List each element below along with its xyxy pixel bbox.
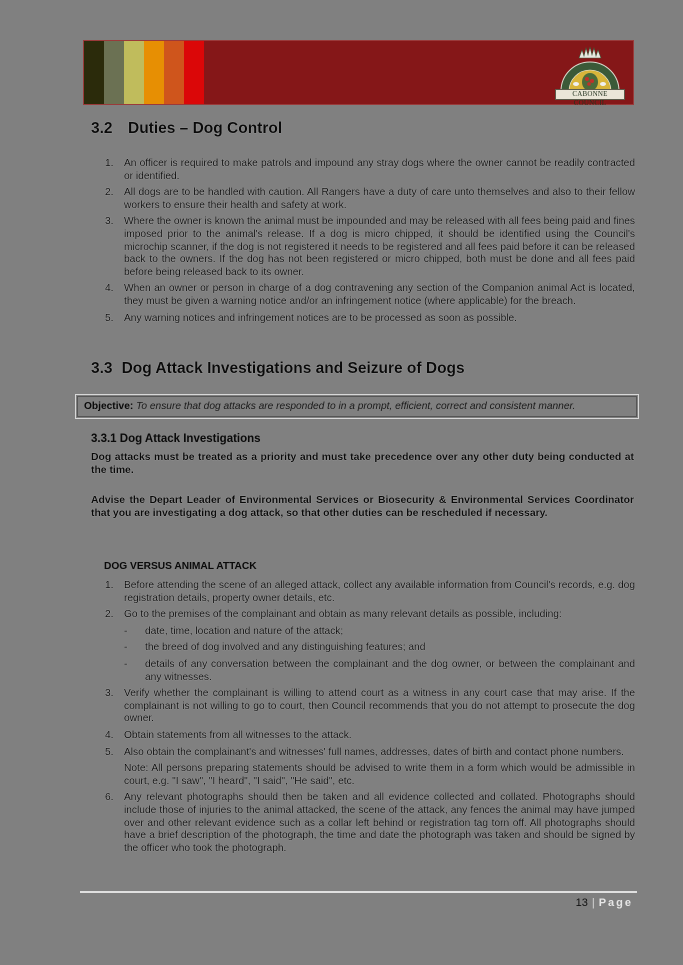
section-title: Dog Attack Investigations and Seizure of Dogs bbox=[121, 360, 465, 377]
list-item bbox=[105, 312, 635, 326]
item-number: 1. bbox=[105, 158, 114, 169]
item-number: 2. bbox=[105, 187, 114, 199]
color-stripe-1 bbox=[84, 41, 104, 104]
item-text: Before attending the scene of an alleged attack, collect any available information from Council's records, e.g. dog registration details, property owner details, etc. bbox=[124, 580, 635, 604]
color-stripe-4 bbox=[144, 41, 164, 104]
attack-steps-list bbox=[105, 580, 635, 859]
item-text: An officer is required to make patrols and impound any stray dogs where the owner cannot be readily contracted or identified. bbox=[124, 158, 635, 182]
section-heading-3-2 bbox=[91, 120, 282, 138]
list-item bbox=[105, 283, 635, 308]
item-text: Obtain statements from all witnesses to the attack. bbox=[124, 729, 352, 741]
paragraph-priority: Dog attacks must be treated as a priority and must take precedence over any other duty being conducted at the time. bbox=[91, 452, 634, 476]
header-banner bbox=[83, 40, 634, 105]
section-number: 3.3 bbox=[91, 360, 113, 377]
item-number: 1. bbox=[105, 580, 114, 591]
subsection-heading-3-3-1: 3.3.1 Dog Attack Investigations bbox=[91, 433, 261, 445]
cabonne-council-logo bbox=[553, 44, 627, 107]
heading-dog-versus-animal-attack: DOG VERSUS ANIMAL ATTACK bbox=[104, 561, 257, 572]
list-item bbox=[105, 792, 635, 855]
list-item bbox=[105, 609, 635, 684]
item-text: Where the owner is known the animal must be impounded and may be released with all fees being paid and fines imposed prior to the animal's release. If a dog is micro chipped, it should be identified using the Council's microchip scanner, if the dog is not registered it needs to be registered and all fees paid before it can be released back to the owners. If the dog has not been registered or micro chipped, both must be done and all fees paid before being released back to its owner. bbox=[124, 216, 635, 278]
page-number: 13 bbox=[575, 897, 588, 909]
item-number: 3. bbox=[105, 688, 114, 700]
footer-separator: | bbox=[591, 897, 595, 909]
page-footer bbox=[576, 897, 633, 909]
sub-item bbox=[124, 626, 635, 639]
logo-text: CABONNE COUNCIL bbox=[555, 89, 625, 100]
item-text: Also obtain the complainant's and witnesses' full names, addresses, dates of birth and contact phone numbers. bbox=[124, 746, 624, 758]
item-number: 4. bbox=[105, 283, 114, 295]
footer-divider bbox=[80, 891, 637, 893]
sub-item bbox=[124, 659, 635, 684]
list-item bbox=[105, 688, 635, 726]
sub-item-text: date, time, location and nature of the attack; bbox=[145, 625, 344, 637]
list-item bbox=[105, 580, 635, 605]
list-item bbox=[105, 187, 635, 212]
color-stripe-6 bbox=[184, 41, 204, 104]
sub-item-text: details of any conversation between the complainant and the dog owner, or between the complainant and any witnesses. bbox=[145, 658, 635, 683]
item-text: Any relevant photographs should then be taken and all evidence collected and collated. Photographs should include those of injuries to the animal attacked, the scene of the attack, any fences the animal may have jumped over and other relevant evidence such as a collar left behind or registration tag torn off. All photographs should have a brief description of the photograph, the time and date the photograph was taken and should be signed by the officer who took the photograph. bbox=[124, 792, 635, 854]
note-text: Note: All persons preparing statements should be advised to write them in a form which would be admissible in court, e.g. "I saw", "I heard", "I said", "He said", etc. bbox=[124, 763, 635, 787]
color-stripe-2 bbox=[104, 41, 124, 104]
sub-item-text: the breed of dog involved and any distinguishing features; and bbox=[145, 642, 426, 654]
section-number: 3.2 bbox=[91, 120, 113, 137]
item-text: When an owner or person in charge of a dog contravening any section of the Companion animal Act is located, they must be given a warning notice and/or an infringement notice (where applicable) for the breach. bbox=[124, 283, 635, 307]
objective-label: Objective: bbox=[84, 401, 134, 412]
color-stripe-3 bbox=[124, 41, 144, 104]
item-text: Any warning notices and infringement notices are to be processed as soon as possible. bbox=[124, 312, 518, 324]
section-heading-3-3 bbox=[91, 360, 465, 378]
item-text: Verify whether the complainant is willing to attend court as a witness in any court case that may arise. If the complainant is not willing to go to court, then Council recommends that you do not attempt to prosecute the dog owner. bbox=[124, 688, 635, 725]
objective-text: To ensure that dog attacks are responded to in a prompt, efficient, correct and consistent manner. bbox=[133, 401, 576, 412]
item-number: 5. bbox=[105, 746, 114, 758]
list-item bbox=[105, 216, 635, 279]
item-number: 4. bbox=[105, 729, 114, 741]
objective-box bbox=[75, 394, 639, 419]
page-label: Page bbox=[598, 897, 633, 909]
sub-item bbox=[124, 642, 635, 655]
item-number: 6. bbox=[105, 792, 114, 804]
dash-bullet: - bbox=[124, 625, 128, 637]
list-item bbox=[105, 729, 635, 743]
dash-bullet: - bbox=[124, 642, 128, 654]
item-number: 5. bbox=[105, 312, 114, 324]
color-stripe-5 bbox=[164, 41, 184, 104]
dash-bullet: - bbox=[124, 658, 128, 670]
item-number: 3. bbox=[105, 216, 114, 228]
item-number: 2. bbox=[105, 609, 114, 621]
duties-list bbox=[105, 158, 635, 329]
list-item bbox=[105, 158, 635, 183]
paragraph-advise: Advise the Depart Leader of Environmental Services or Biosecurity & Environmental Services Coordinator that you are investigating a dog attack, so that other duties can be rescheduled if necessary. bbox=[91, 495, 634, 519]
section-title: Duties – Dog Control bbox=[128, 120, 283, 137]
item-text: Go to the premises of the complainant and obtain as many relevant details as possible, including: bbox=[124, 609, 562, 621]
item-text: All dogs are to be handled with caution. All Rangers have a duty of care unto themselves and also to their fellow workers to ensure their health and safety at work. bbox=[124, 187, 635, 211]
list-item bbox=[105, 746, 635, 789]
